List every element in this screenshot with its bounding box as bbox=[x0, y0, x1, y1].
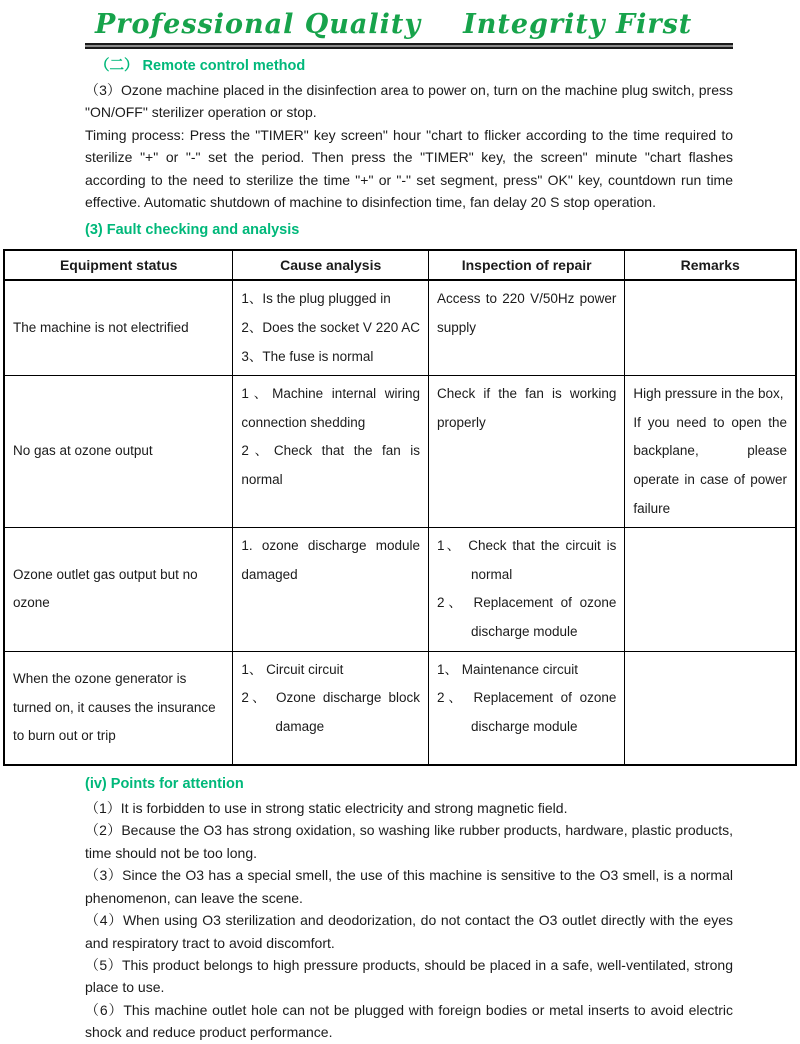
fault-table-cell-text: Ozone outlet gas output but no ozone bbox=[13, 566, 198, 611]
remote-control-section bbox=[85, 56, 733, 240]
fault-table-cell bbox=[428, 280, 624, 375]
fault-table-cell-text: 2、Check that the fan is normal bbox=[241, 443, 420, 487]
fault-table-cell bbox=[4, 528, 233, 651]
fault-table-cell-text: 2、 Replacement of ozone discharge module bbox=[436, 690, 617, 734]
fault-table-cell-text: 3、The fuse is normal bbox=[241, 348, 374, 364]
fault-table-cell bbox=[4, 651, 233, 765]
manual-page bbox=[0, 9, 800, 1041]
fault-table-cell bbox=[428, 528, 624, 651]
fault-table-cell bbox=[233, 528, 429, 651]
attention-point: （5）This product belongs to high pressure products, should be placed in a safe, well-ventilated, strong place to use. bbox=[85, 956, 733, 996]
paragraph-timing-process: Timing process: Press the "TIMER" key screen" hour "chart to flicker according to the time required to sterilize "+" or "-" set the period. Then press the "TIMER" key, the screen" minute "chart flashes according to the need to sterilize the time "+" or "-" set segment, press" OK" key, countdown run time effective. Automatic shutdown of machine to disinfection time, fan delay 20 S stop operation. bbox=[85, 126, 733, 211]
fault-table-column-header: Equipment status bbox=[4, 250, 233, 280]
attention-point: （6）This machine outlet hole can not be plugged with foreign bodies or metal inserts to avoid electric shock and reduce product performance. bbox=[85, 1001, 733, 1041]
fault-table-cell-text: When the ozone generator is turned on, it causes the insurance to burn out or trip bbox=[13, 670, 216, 744]
attention-point: （4）When using O3 sterilization and deodorization, do not contact the O3 outlet directly with the eyes and respiratory tract to avoid discomfort. bbox=[85, 912, 733, 951]
fault-table-cell-text: 1、Is the plug plugged in bbox=[241, 291, 391, 307]
attention-point: （2）Because the O3 has strong oxidation, so washing like rubber products, hardware, plastic products, time should not be too long. bbox=[85, 822, 733, 861]
paragraph-power-on: （3）Ozone machine placed in the disinfection area to power on, turn on the machine plug switch, press "ON/OFF" sterilizer operation or stop. bbox=[85, 82, 733, 121]
header-slogan bbox=[95, 9, 733, 40]
attention-point: （1）It is forbidden to use in strong static electricity and strong magnetic field. bbox=[85, 800, 568, 817]
fault-table-cell-text: 2、 Replacement of ozone discharge module bbox=[436, 595, 617, 639]
section-heading-points: (iv) Points for attention bbox=[85, 776, 244, 793]
fault-table-cell-text: 1. ozone discharge module damaged bbox=[241, 538, 420, 582]
fault-table-cell-text: High pressure in the box, bbox=[633, 386, 784, 402]
fault-table-cell bbox=[625, 376, 796, 528]
fault-table-cell-text: No gas at ozone output bbox=[13, 443, 153, 459]
fault-table-row bbox=[4, 651, 796, 765]
attention-point: （3）Since the O3 has a special smell, the use of this machine is sensitive to the O3 smell, is a normal phenomenon, can leave the scene. bbox=[85, 867, 733, 906]
slogan-integrity-first: Integrity First bbox=[463, 9, 693, 40]
section-heading-fault-checking: (3) Fault checking and analysis bbox=[85, 222, 300, 239]
fault-table-cell-text: If you need to open the backplane, please operate in case of power failure bbox=[633, 414, 787, 516]
fault-table-cell bbox=[428, 651, 624, 765]
fault-table-cell bbox=[625, 280, 796, 375]
fault-table-cell bbox=[4, 280, 233, 375]
fault-table-cell bbox=[625, 528, 796, 651]
slogan-professional-quality: Professional Quality bbox=[95, 9, 422, 40]
fault-table-cell-text: 2、 Ozone discharge block damage bbox=[241, 690, 420, 734]
attention-points-list bbox=[85, 797, 733, 1043]
fault-table-column-header: Cause analysis bbox=[233, 250, 429, 280]
fault-table-column-header: Inspection of repair bbox=[428, 250, 624, 280]
section-heading-remote-control: （二） Remote control method bbox=[95, 58, 306, 74]
fault-table-cell-text: 1、 Circuit circuit bbox=[241, 661, 344, 677]
fault-table-cell bbox=[233, 376, 429, 528]
fault-table-cell bbox=[625, 651, 796, 765]
fault-table-cell-text: 1、Machine internal wiring connection shedding bbox=[241, 386, 420, 430]
fault-table-cell bbox=[233, 651, 429, 765]
fault-table-cell bbox=[428, 376, 624, 528]
fault-table-row bbox=[4, 280, 796, 375]
fault-analysis-table bbox=[3, 249, 797, 766]
fault-table-cell-text: 2、Does the socket V 220 AC bbox=[241, 320, 420, 336]
fault-table-header-row bbox=[4, 250, 796, 280]
fault-table-row bbox=[4, 528, 796, 651]
fault-table-row bbox=[4, 376, 796, 528]
fault-table-cell-text: The machine is not electrified bbox=[13, 320, 189, 336]
fault-table-cell-text: 1、 Maintenance circuit bbox=[436, 661, 579, 677]
header-divider bbox=[85, 43, 733, 49]
fault-table-cell-text: Check if the fan is working properly bbox=[436, 386, 617, 430]
fault-table-column-header: Remarks bbox=[625, 250, 796, 280]
points-for-attention-section bbox=[85, 774, 733, 1043]
fault-table-cell bbox=[233, 280, 429, 375]
fault-table-cell-text: Access to 220 V/50Hz power supply bbox=[436, 291, 617, 336]
fault-table-cell-text: 1、 Check that the circuit is normal bbox=[436, 538, 617, 582]
fault-table-cell bbox=[4, 376, 233, 528]
